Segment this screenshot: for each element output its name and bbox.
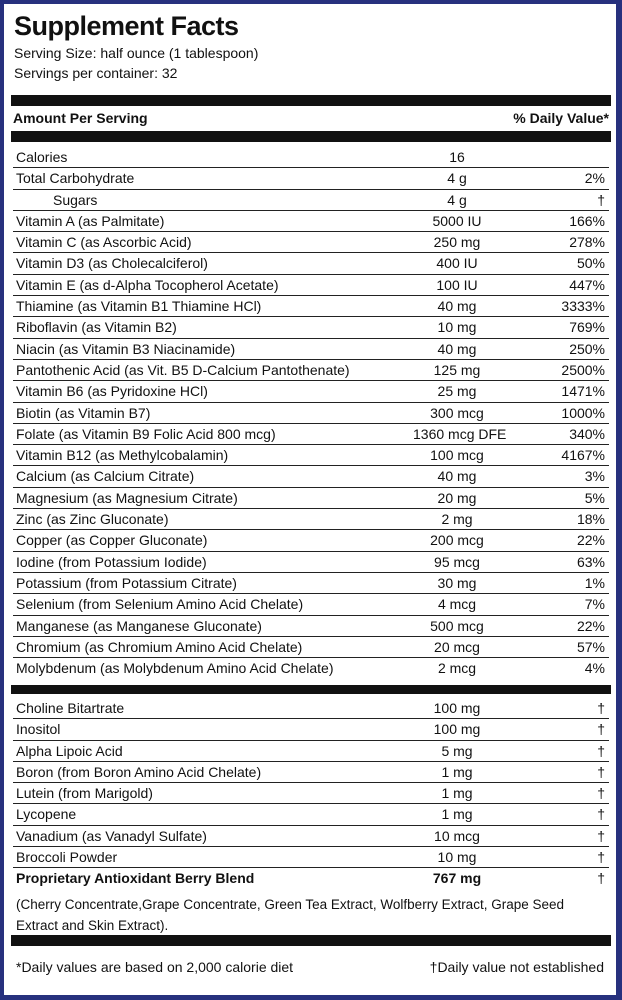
nutrient-daily-value: † <box>597 827 605 844</box>
nutrient-amount: 20 mg <box>437 489 477 506</box>
nutrient-name: Potassium (from Potassium Citrate) <box>16 574 237 591</box>
nutrient-name: Thiamine (as Vitamin B1 Thiamine HCl) <box>16 298 262 315</box>
nutrient-daily-value: † <box>597 742 605 759</box>
nutrient-table <box>13 147 609 679</box>
nutrient-daily-value: 3% <box>584 468 605 485</box>
nutrient-amount: 200 mcg <box>430 532 484 549</box>
nutrient-amount: 250 mg <box>433 234 481 251</box>
nutrient-daily-value: † <box>597 700 605 716</box>
nutrient-daily-value: † <box>597 763 605 780</box>
nutrient-name: Calories <box>16 149 68 165</box>
nutrient-daily-value: 250% <box>569 340 605 357</box>
nutrient-daily-value: 57% <box>576 638 605 655</box>
label-title: Supplement Facts <box>14 11 239 41</box>
nutrient-name: Vanadium (as Vanadyl Sulfate) <box>16 827 207 844</box>
amount-header: Amount Per Serving <box>13 110 148 126</box>
table-row <box>13 573 609 594</box>
column-header <box>13 107 609 129</box>
nutrient-name: Alpha Lipoic Acid <box>16 742 123 759</box>
nutrient-name: Molybdenum (as Molybdenum Amino Acid Chelate) <box>16 660 334 677</box>
nutrient-amount: 40 mg <box>437 468 477 485</box>
nutrient-name: Biotin (as Vitamin B7) <box>16 404 151 421</box>
table-row <box>13 594 609 615</box>
nutrient-daily-value: † <box>597 721 605 738</box>
nutrient-amount: 10 mcg <box>434 827 480 844</box>
table-row <box>13 804 609 825</box>
nutrient-amount: 30 mg <box>437 574 477 591</box>
nutrient-amount: 4 mcg <box>437 596 477 613</box>
nutrient-name: Niacin (as Vitamin B3 Niacinamide) <box>16 340 236 357</box>
nutrient-name: Lycopene <box>16 806 77 823</box>
nutrient-name: Selenium (from Selenium Amino Acid Chelate) <box>16 596 304 613</box>
nutrient-daily-value: 340% <box>569 425 605 442</box>
table-row <box>13 466 609 487</box>
nutrient-amount: 1 mg <box>441 806 473 823</box>
nutrient-amount: 500 mcg <box>430 617 484 634</box>
thick-rule <box>11 935 611 946</box>
nutrient-amount: 100 mg <box>433 721 481 738</box>
nutrient-name: Calcium (as Calcium Citrate) <box>16 468 195 485</box>
nutrient-amount: 767 mg <box>432 870 482 887</box>
nutrient-amount: 20 mcg <box>434 638 480 655</box>
nutrient-daily-value: † <box>597 191 605 208</box>
nutrient-daily-value: 18% <box>576 511 605 528</box>
dv-header: % Daily Value* <box>513 110 609 126</box>
nutrient-amount: 5000 IU <box>432 212 482 229</box>
nutrient-name: Riboflavin (as Vitamin B2) <box>16 319 177 336</box>
table-row <box>13 275 609 296</box>
nutrient-daily-value: 22% <box>576 617 605 634</box>
nutrient-amount: 1 mg <box>441 785 473 802</box>
nutrient-name: Pantothenic Acid (as Vit. B5 D-Calcium Pantothenate) <box>16 361 350 378</box>
nutrient-amount: 1 mg <box>441 763 473 780</box>
table-row <box>13 253 609 274</box>
nutrient-daily-value: 50% <box>576 255 605 272</box>
nutrient-daily-value: † <box>597 870 605 887</box>
table-row <box>13 381 609 402</box>
table-row <box>13 552 609 573</box>
table-row <box>13 616 609 637</box>
nutrient-amount: 25 mg <box>437 383 477 400</box>
nutrient-amount: 95 mcg <box>434 553 480 570</box>
table-row <box>13 360 609 381</box>
table-row <box>13 783 609 804</box>
nutrient-amount: 2 mcg <box>437 660 477 677</box>
nutrient-daily-value: 1000% <box>561 404 605 421</box>
nutrient-name: Vitamin D3 (as Cholecalciferol) <box>16 255 208 272</box>
other-ingredients-table <box>13 698 609 890</box>
footnote-daily-values: *Daily values are based on 2,000 calorie diet <box>16 959 294 975</box>
nutrient-daily-value: 4% <box>584 660 605 677</box>
table-row <box>13 509 609 530</box>
nutrient-name: Chromium (as Chromium Amino Acid Chelate) <box>16 638 303 655</box>
table-row <box>13 296 609 317</box>
nutrient-name: Vitamin B12 (as Methylcobalamin) <box>16 447 229 464</box>
table-row <box>13 762 609 783</box>
nutrient-name: Inositol <box>16 721 61 738</box>
nutrient-amount: 4 g <box>447 170 467 187</box>
table-row <box>13 211 609 232</box>
nutrient-daily-value: † <box>597 785 605 802</box>
nutrient-amount: 300 mcg <box>430 404 484 421</box>
nutrient-name: Broccoli Powder <box>16 849 118 866</box>
nutrient-name: Iodine (from Potassium Iodide) <box>16 553 207 570</box>
nutrient-daily-value: † <box>597 849 605 866</box>
nutrient-amount: 125 mg <box>433 361 481 378</box>
nutrient-name: Manganese (as Manganese Gluconate) <box>16 617 262 634</box>
nutrient-amount: 40 mg <box>437 298 477 315</box>
nutrient-daily-value: 769% <box>569 319 605 336</box>
nutrient-amount: 40 mg <box>437 340 477 357</box>
table-row <box>13 317 609 338</box>
nutrient-name: Lutein (from Marigold) <box>16 785 153 802</box>
table-row <box>13 190 609 211</box>
table-row <box>13 424 609 445</box>
section-rule <box>11 685 611 694</box>
nutrient-name: Magnesium (as Magnesium Citrate) <box>16 489 238 506</box>
servings-per-container: Servings per container: 32 <box>14 65 178 81</box>
table-row <box>13 698 609 719</box>
footnote-not-established: †Daily value not established <box>429 959 604 975</box>
nutrient-daily-value: 3333% <box>561 298 605 315</box>
table-row <box>13 847 609 868</box>
nutrient-amount: 400 IU <box>436 255 478 272</box>
nutrient-daily-value: 278% <box>569 234 605 251</box>
nutrient-daily-value: 22% <box>576 532 605 549</box>
nutrient-name: Total Carbohydrate <box>16 170 135 187</box>
nutrient-daily-value: 2500% <box>561 361 605 378</box>
serving-size: Serving Size: half ounce (1 tablespoon) <box>14 45 259 61</box>
table-row <box>13 403 609 424</box>
nutrient-amount: 100 mcg <box>430 447 484 464</box>
thick-rule <box>11 131 611 142</box>
table-row <box>13 658 609 679</box>
table-row <box>13 232 609 253</box>
nutrient-name: Sugars <box>53 191 98 208</box>
nutrient-daily-value: 7% <box>584 596 605 613</box>
nutrient-name: Vitamin C (as Ascorbic Acid) <box>16 234 192 251</box>
nutrient-amount: 5 mg <box>441 742 473 759</box>
table-row <box>13 445 609 466</box>
nutrient-daily-value: 166% <box>569 212 605 229</box>
table-row <box>13 868 609 889</box>
table-row <box>13 168 609 189</box>
table-row <box>13 488 609 509</box>
blend-note: (Cherry Concentrate,Grape Concentrate, Green Tea Extract, Wolfberry Extract, Grape Seed Extract and Skin Extract). <box>16 897 564 933</box>
nutrient-daily-value: 2% <box>584 170 605 187</box>
table-row <box>13 339 609 360</box>
nutrient-amount: 16 <box>449 149 465 165</box>
table-row <box>13 530 609 551</box>
nutrient-amount: 100 IU <box>436 276 478 293</box>
nutrient-daily-value: 1% <box>584 574 605 591</box>
table-row <box>13 147 609 168</box>
nutrient-daily-value: 4167% <box>561 447 605 464</box>
nutrient-name: Copper (as Copper Gluconate) <box>16 532 208 549</box>
nutrient-amount: 4 g <box>447 191 467 208</box>
table-row <box>13 637 609 658</box>
nutrient-daily-value: 63% <box>576 553 605 570</box>
nutrient-name: Vitamin A (as Palmitate) <box>16 212 165 229</box>
nutrient-name: Choline Bitartrate <box>16 700 125 716</box>
nutrient-amount: 100 mg <box>433 700 481 716</box>
nutrient-amount: 10 mg <box>437 849 477 866</box>
thick-rule <box>11 95 611 106</box>
table-row <box>13 719 609 740</box>
nutrient-amount: 10 mg <box>437 319 477 336</box>
nutrient-name: Zinc (as Zinc Gluconate) <box>16 511 169 528</box>
nutrient-name: Folate (as Vitamin B9 Folic Acid 800 mcg) <box>16 425 276 442</box>
nutrient-daily-value: 5% <box>584 489 605 506</box>
nutrient-name: Proprietary Antioxidant Berry Blend <box>16 870 255 887</box>
nutrient-amount: 1360 mcg DFE <box>413 425 507 442</box>
nutrient-name: Boron (from Boron Amino Acid Chelate) <box>16 763 262 780</box>
nutrient-daily-value: 1471% <box>561 383 605 400</box>
nutrient-daily-value: 447% <box>569 276 605 293</box>
supplement-facts-label <box>4 4 616 995</box>
nutrient-name: Vitamin E (as d-Alpha Tocopherol Acetate) <box>16 276 279 293</box>
nutrient-name: Vitamin B6 (as Pyridoxine HCl) <box>16 383 208 400</box>
nutrient-amount: 2 mg <box>441 511 473 528</box>
table-row <box>13 826 609 847</box>
nutrient-daily-value: † <box>597 806 605 823</box>
table-row <box>13 741 609 762</box>
